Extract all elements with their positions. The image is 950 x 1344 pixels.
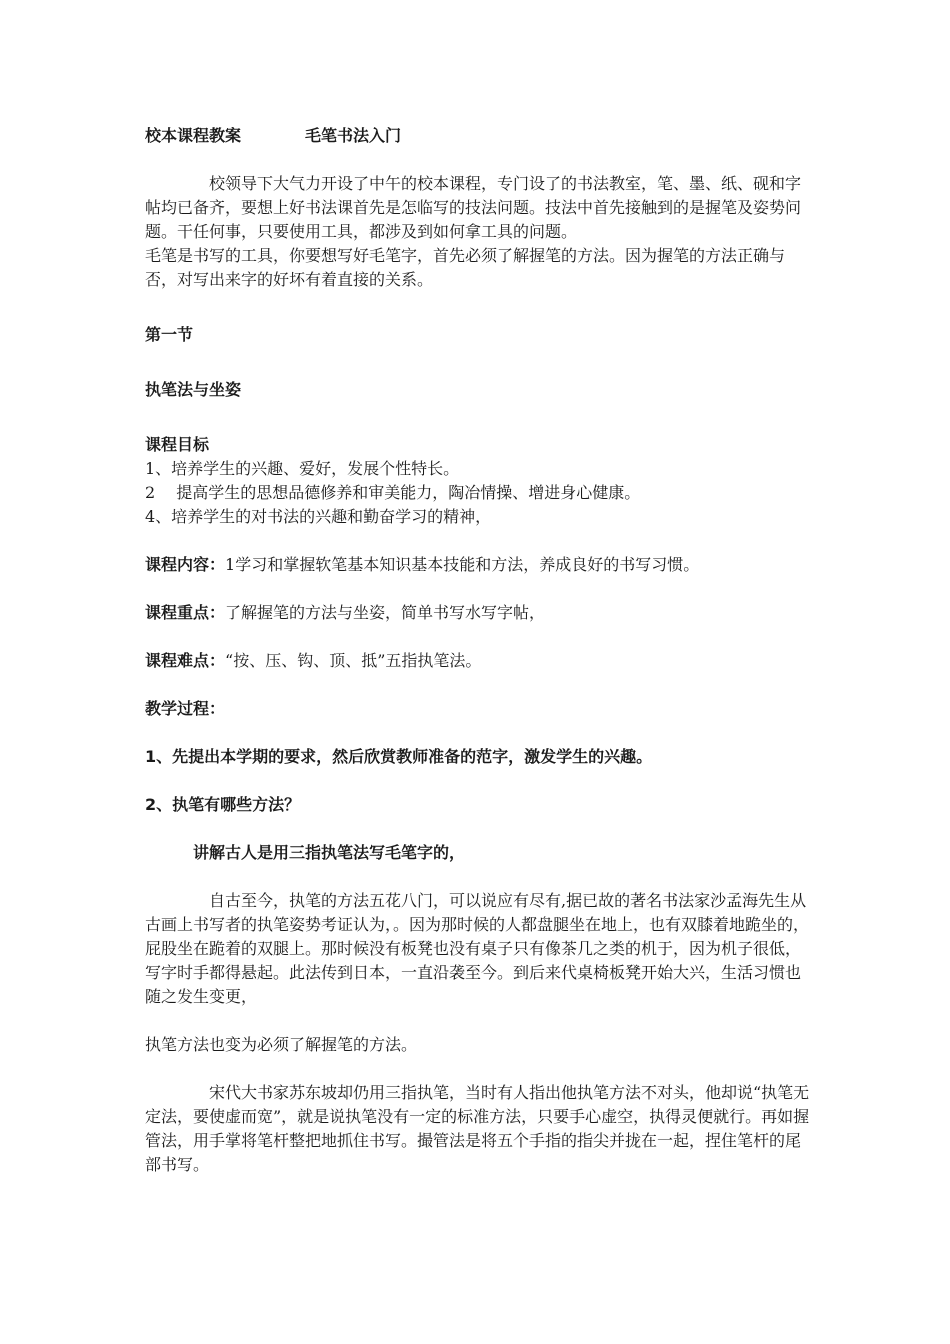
difficulty-label: 课程难点： bbox=[145, 651, 226, 670]
body-paragraph-2: 执笔方法也变为必须了解握笔的方法。 bbox=[145, 1035, 418, 1054]
section-name: 执笔法与坐姿 bbox=[145, 380, 242, 399]
intro-paragraph-1: 校领导下大气力开设了中午的校本课程，专门设了的书法教室，笔、墨、纸、砚和字帖均已备齐，要想上好书法课首先是怎临写的技法问题。技法中首先接触到的是握笔及姿势问题。干任何事，只要使用工具，都涉及到如何拿工具的问题。 bbox=[145, 174, 802, 241]
key-point-line bbox=[145, 601, 810, 625]
section-number: 第一节 bbox=[145, 325, 194, 344]
goal-item-1: 1、培养学生的兴趣、爱好，发展个性特长。 bbox=[145, 459, 460, 478]
key-point-text: 了解握笔的方法与坐姿，简单书写水写字帖， bbox=[225, 603, 546, 622]
body-paragraph-1: 自古至今，执笔的方法五花八门，可以说应有尽有,据已故的著名书法家沙孟海先生从古画上书写者的执笔姿势考证认为，。因为那时候的人都盘腿坐在地上，也有双膝着地跪坐的，屁股坐在跪着的双腿上。那时候没有板凳也没有桌子只有像茶几之类的机于，因为机子很低，写字时手都得悬起。此法传到日本，一直沿袭至今。到后来代桌椅板凳开始大兴，生活习惯也随之发生变更， bbox=[145, 891, 810, 1006]
process-explain: 讲解古人是用三指执笔法写毛笔字的， bbox=[193, 843, 466, 862]
goal-item-3: 4、培养学生的对书法的兴趣和勤奋学习的精神， bbox=[145, 507, 492, 526]
document-title-row bbox=[145, 124, 810, 148]
course-content-line bbox=[145, 553, 810, 577]
goals-heading: 课程目标 bbox=[145, 435, 210, 454]
course-title: 毛笔书法入门 bbox=[305, 126, 402, 145]
body-paragraph-3: 宋代大书家苏东坡却仍用三指执笔，当时有人指出他执笔方法不对头，他却说“执笔无定法，要使虚而宽”，就是说执笔没有一定的标准方法，只要手心虚空，执得灵便就行。再如握管法，用手掌将笔杆整把地抓住书写。撮管法是将五个手指的指尖并拢在一起，捏住笔杆的尾部书写。 bbox=[145, 1083, 810, 1174]
document-page bbox=[145, 124, 810, 1177]
process-heading: 教学过程： bbox=[145, 699, 226, 718]
goal-item-2: 2 提高学生的思想品德修养和审美能力，陶冶情操、增进身心健康。 bbox=[145, 483, 641, 502]
difficulty-text: “按、压、钩、顶、抵”五指执笔法。 bbox=[225, 651, 482, 670]
difficulty-line bbox=[145, 649, 810, 673]
course-content-label: 课程内容： bbox=[145, 555, 226, 574]
process-step-1: 1、先提出本学期的要求，然后欣赏教师准备的范字，激发学生的兴趣。 bbox=[145, 747, 653, 766]
process-step-2: 2、执笔有哪些方法？ bbox=[145, 795, 301, 814]
course-content-text: 1学习和掌握软笔基本知识基本技能和方法，养成良好的书写习惯。 bbox=[225, 555, 700, 574]
key-point-label: 课程重点： bbox=[145, 603, 226, 622]
course-type: 校本课程教案 bbox=[145, 126, 242, 145]
intro-paragraph-2: 毛笔是书写的工具，你要想写好毛笔字，首先必须了解握笔的方法。因为握笔的方法正确与否，对写出来字的好坏有着直接的关系。 bbox=[145, 246, 786, 289]
